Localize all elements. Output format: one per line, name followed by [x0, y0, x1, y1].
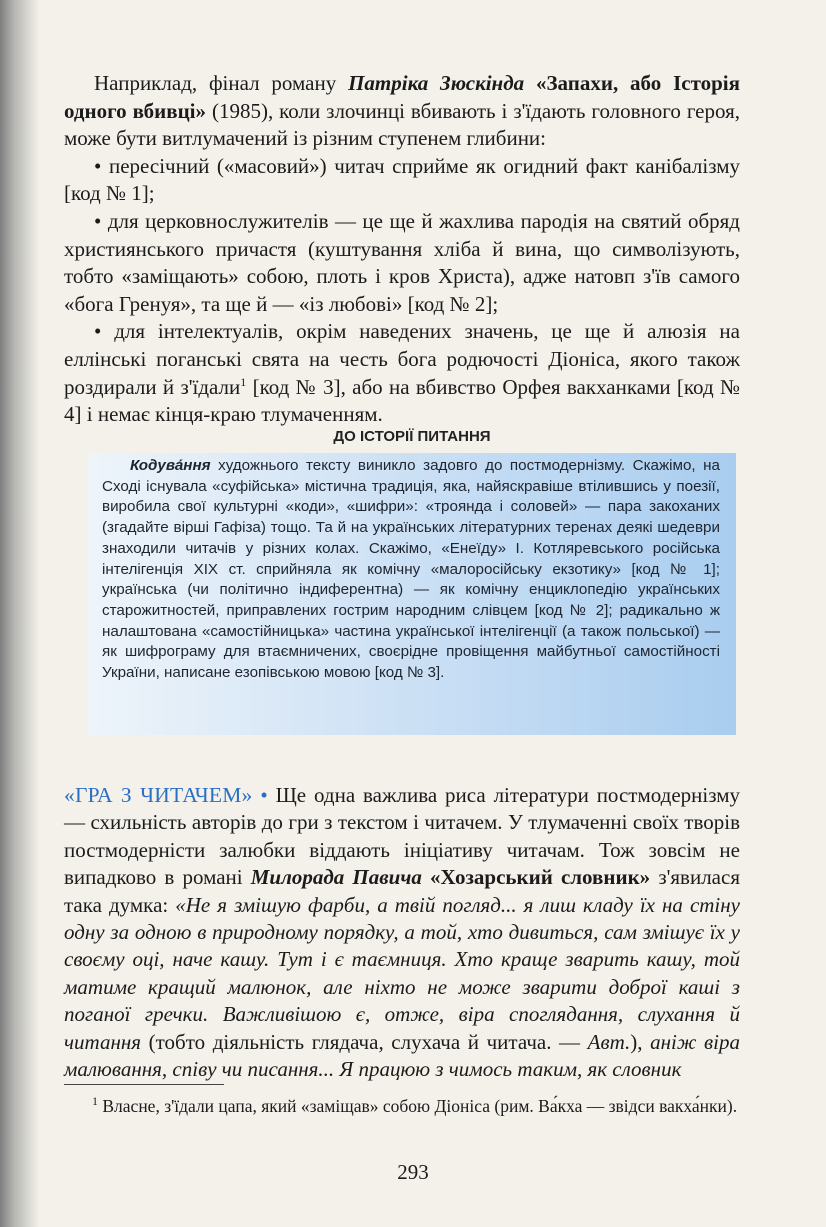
section-aside-close: ),: [630, 1029, 651, 1054]
section-title: «ГРА З ЧИТАЧЕМ»: [64, 783, 253, 807]
page-number: 293: [397, 1160, 429, 1184]
footnote-divider: [64, 1084, 224, 1085]
bullet-3-tail: [код № 3], або на вбивство Орфея вакханками [код № 4] і немає кінця-краю тлумаченням.: [64, 374, 740, 427]
history-heading: ДО ІСТОРІЇ ПИТАННЯ: [333, 428, 491, 445]
intro-tail: (1985), коли злочинці вбивають і з'їдають головного героя, може бути витлумачений із різним ступенем глибини:: [64, 98, 740, 151]
footnote-reference: 1: [240, 374, 247, 389]
section-aside-author: Авт.: [587, 1029, 631, 1054]
bullet-item-2: • для церковнослужителів — це ще й жахлива пародія на святий обряд християнського причастя (куштування хліба й вина, що символізують, тобто «заміщають» собою, плоть і кров Христа), адже натовп з'їв самого «бога Гренуя», та ще й — «із любові» [код № 2];: [64, 208, 740, 316]
intro-lead: Наприклад, фінал роману: [94, 71, 349, 95]
section-aside-open: (тобто діяльність глядача, слухача й читача. —: [141, 1029, 588, 1054]
section-text-1: Ще одна важлива риса літератури постмодернізму — схильність авторів до гри з текстом і читачем. У тлумаченні своїх творів постмодерністи залюбки віддають ініціативу читачам. Тож зовсім не випадково в романі: [64, 783, 740, 890]
section-paragraph: [64, 782, 740, 1083]
intro-novel-title: «Запахи, або Історія одного вбивці»: [64, 71, 740, 123]
intro-author: Патріка Зюскінда: [348, 71, 525, 95]
section-novel-title: «Хозарський словник»: [421, 865, 651, 890]
history-sidebar-box: [88, 453, 736, 735]
bullet-item-1: • пересічний («масовий») читач сприйме як огидний факт канібалізму [код № 1];: [64, 153, 740, 206]
intro-text-block: [64, 70, 740, 429]
footnote-text: Власне, з'їдали цапа, який «заміщав» собою Діоніса (рим. Ва́кха — звідси вакха́нки).: [98, 1096, 738, 1116]
section-bullet: •: [252, 783, 276, 807]
history-term: Кодува́ння: [130, 457, 211, 474]
section-quote-1: «Не я змішую фарби, а твій погляд... я лиш кладу їх на стіну одну за одною в природному порядку, а той, хто дивиться, сам змішує їх у своєму оці, наче кашу. Тут і є таємниця. Хто краще зварить кашу, той матиме кращий малюнок, але ніхто не може зварити доброї каші з поганої гречки. Важливішою є, отже, віра споглядання, слухання й читання: [64, 892, 741, 1054]
history-text: художнього тексту виникло задовго до постмодернізму. Скажімо, на Сході існувала «суфійська» містична традиція, яка, найяскравіше втілившись у поезії, виробила свої культурні «коди», «шифри»: «троянда і соловей» — пара закоханих (згадайте вірші Гафіза) тощо. Та й на українських літературних теренах деякі шедеври знаходили читачів у різних колах. Скажімо, «Енеїду» І. Котляревського російська інтелігенція XIX ст. сприйняла як комічну «малоросійську екзотику» [код № 1]; українська (чи політично індиферентна) — як комічну енциклопедію українських старожитностей, приправлених гострим народним слівцем [код № 2]; радикально ж налаштована «самостійницька» частина української інтелігенції (а також польської) — як шифрограму для втаємничених, своєрідне провіщення майбутньої самостійності України, написане езопівською мовою [код № 3].: [102, 457, 720, 682]
section-quote-2: аніж віра малювання, співу чи писання... Я працюю з чимось таким, як словник: [64, 1029, 740, 1082]
intro-paragraph: [64, 70, 740, 153]
footnote-mark: 1: [92, 1094, 98, 1109]
footnote: [64, 1094, 740, 1118]
section-text-2: з'явилася така думка:: [64, 865, 740, 917]
history-paragraph: [102, 453, 720, 684]
book-spine-shadow: [0, 0, 40, 1227]
bullet-item-3: [64, 318, 740, 428]
section-reader-game: [64, 782, 740, 1083]
bullet-3-text: • для інтелектуалів, окрім наведених значень, це ще й алюзія на еллінські поганські свята на честь бога родючості Діоніса, якого також роздирали й з'їдали: [64, 319, 740, 399]
section-author: Милорада Павича: [250, 865, 422, 890]
